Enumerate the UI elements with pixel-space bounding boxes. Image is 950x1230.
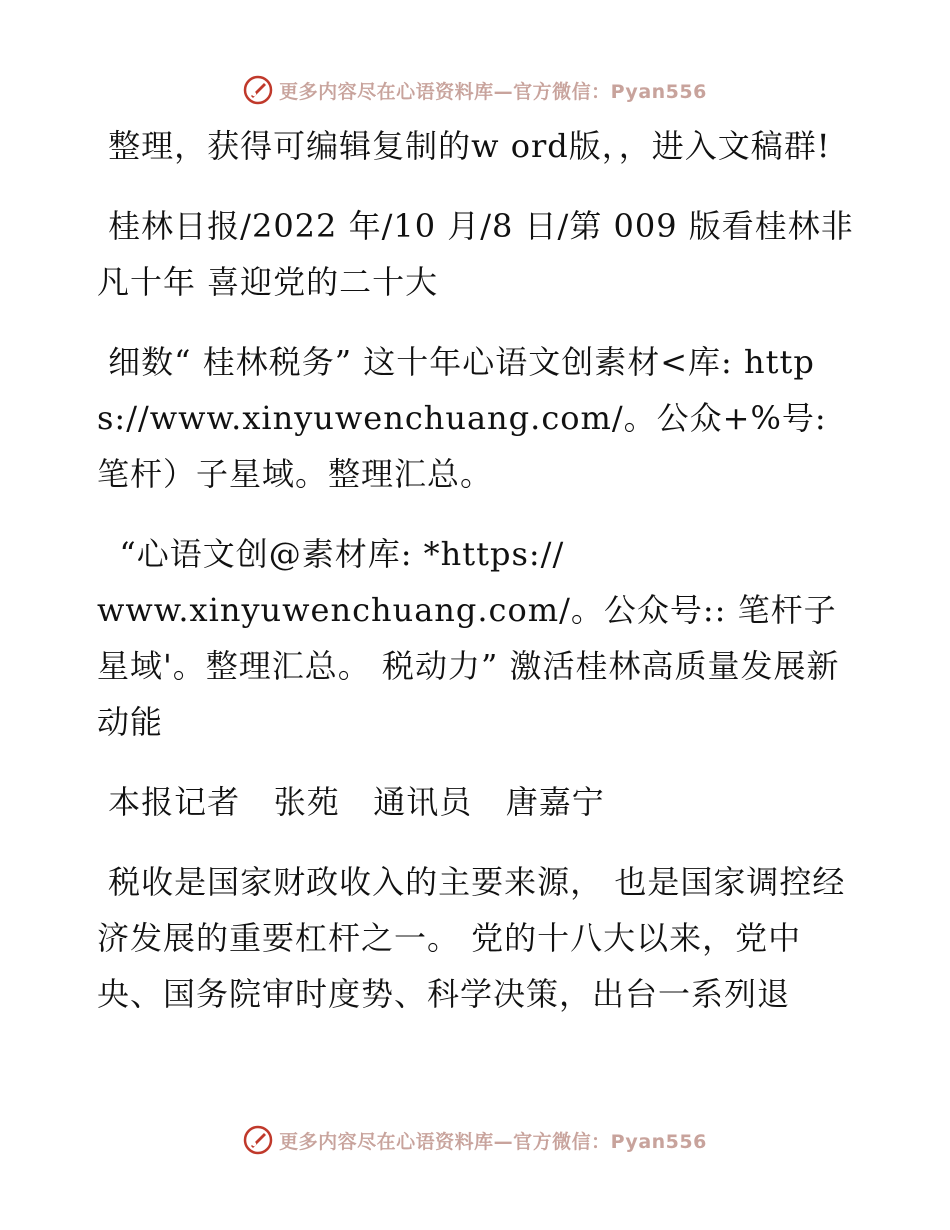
document-body [97, 118, 857, 1022]
footer-watermark [0, 1120, 950, 1160]
quill-seal-icon [243, 75, 273, 105]
paragraph-body: 税收是国家财政收入的主要来源， 也是国家调控经济发展的重要杠杆之一。 党的十八大以来，党中央、国务院审时度势、科学决策，出台一系列退 [97, 863, 846, 1013]
watermark-text: 更多内容尽在心语资料库—官方微信：Pyan556 [279, 1130, 707, 1153]
header-watermark [0, 70, 950, 110]
paragraph-source: 桂林日报/2022 年/10 月/8 日/第 009 版看桂林非凡十年 喜迎党的二十大 [97, 207, 854, 301]
quill-seal-icon [243, 1125, 273, 1155]
paragraph-byline: 本报记者 张苑 通讯员 唐嘉宁 [97, 783, 605, 821]
watermark-text: 更多内容尽在心语资料库—官方微信：Pyan556 [279, 80, 707, 103]
paragraph-intro: 整理，获得可编辑复制的w ord版，，进入文稿群! [97, 127, 831, 165]
paragraph-title: 细数“ 桂林税务” 这十年心语文创素材<库: https://www.xinyuwenchuang.com/。公众+%号: 笔杆）子星域。整理汇总。 [97, 343, 838, 493]
paragraph-subtitle: “心语文创@素材库: *https:// www.xinyuwenchuang.com/。公众号:: 笔杆子星域'。整理汇总。 税动力” 激活桂林高质量发展新动能 [97, 535, 840, 741]
